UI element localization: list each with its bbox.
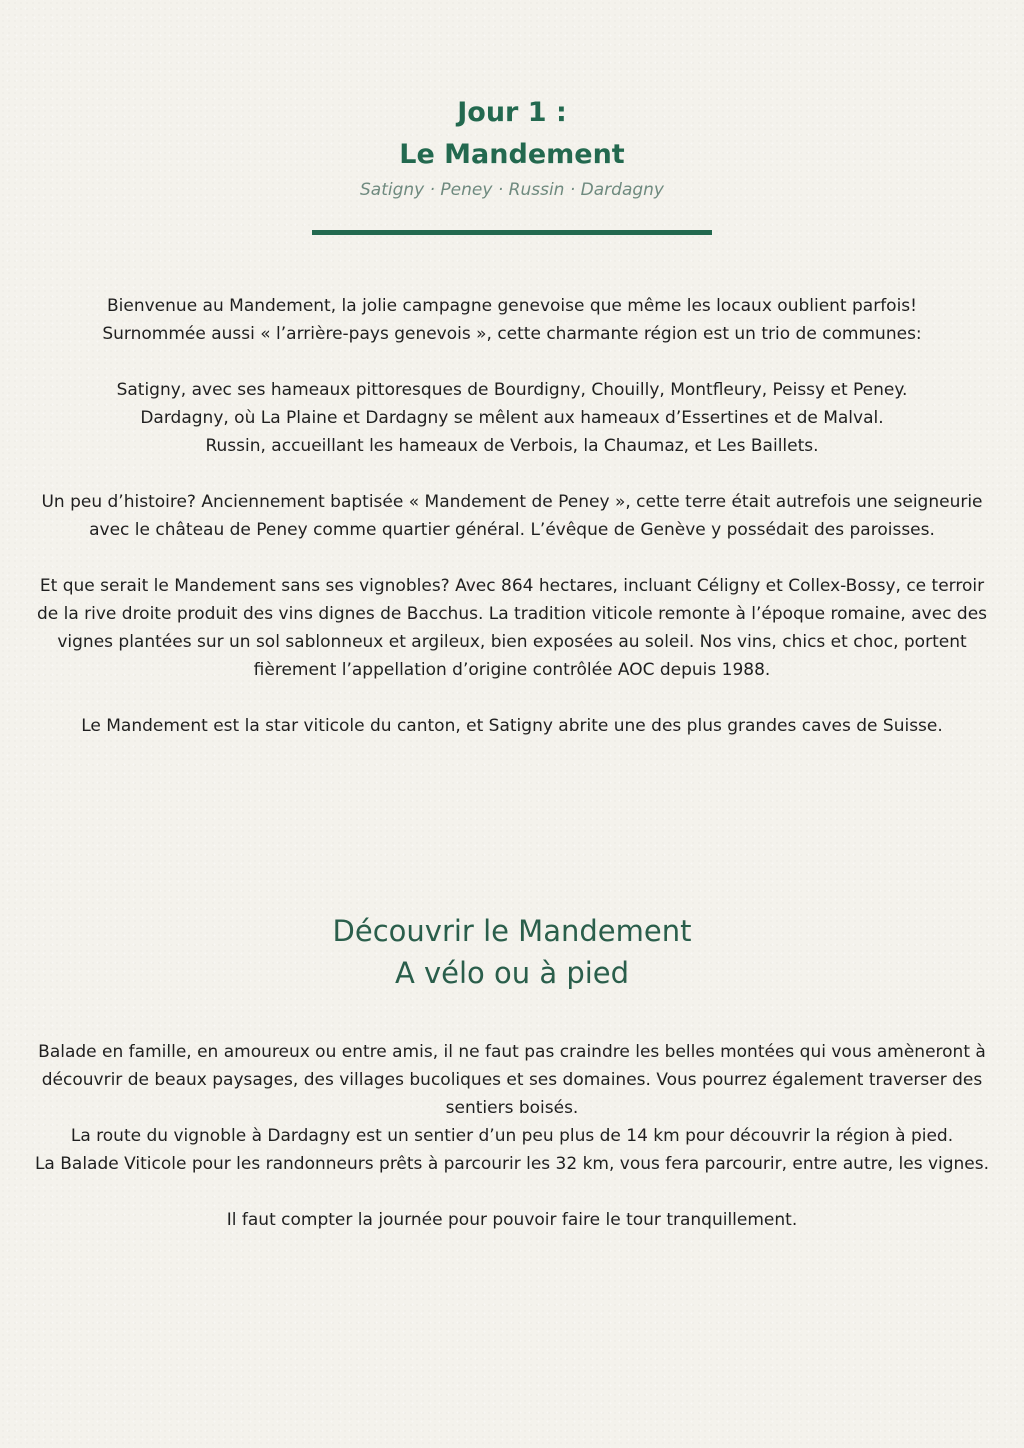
discover-text bbox=[28, 1038, 996, 1234]
day-title: Jour 1 : bbox=[457, 97, 567, 128]
route-vignoble-paragraph: La route du vignoble à Dardagny est un sentier d’un peu plus de 14 km pour découvrir la région à pied. bbox=[70, 1126, 954, 1146]
history-paragraph: Un peu d’histoire? Anciennement baptisée « Mandement de Peney », cette terre était autrefois une seigneurie avec le château de Peney comme quartier général. L’évêque de Genève y possédait des paroisses. bbox=[41, 492, 983, 540]
commune-russin: Russin, accueillant les hameaux de Verbois, la Chaumaz, et Les Baillets. bbox=[205, 436, 819, 456]
intro-text bbox=[28, 292, 996, 740]
region-title: Le Mandement bbox=[399, 139, 625, 170]
communes-subtitle: Satigny · Peney · Russin · Dardagny bbox=[360, 180, 664, 200]
intro-paragraph-welcome-line2: Surnommée aussi « l’arrière-pays genevois », cette charmante région est un trio de communes: bbox=[102, 324, 922, 344]
vineyards-paragraph: Et que serait le Mandement sans ses vignobles? Avec 864 hectares, incluant Céligny et Collex-Bossy, ce terroir de la rive droite produit des vins dignes de Bacchus. La tradition viticole remonte à l’époque romaine, avec des vignes plantées sur un sol sablonneux et argileux, bien exposées au soleil. Nos vins, chics et choc, portent fièrement l’appellation d’origine contrôlée AOC depuis 1988. bbox=[36, 576, 988, 680]
balade-viticole-paragraph: La Balade Viticole pour les randonneurs prêts à parcourir les 32 km, vous fera parcourir, entre autre, les vignes. bbox=[34, 1154, 990, 1174]
commune-dardagny: Dardagny, où La Plaine et Dardagny se mêlent aux hameaux d’Essertines et de Malval. bbox=[140, 408, 884, 428]
journee-paragraph: Il faut compter la journée pour pouvoir faire le tour tranquillement. bbox=[226, 1210, 798, 1230]
header-divider bbox=[312, 230, 712, 235]
star-viticole-paragraph: Le Mandement est la star viticole du canton, et Satigny abrite une des plus grandes caves de Suisse. bbox=[81, 716, 943, 736]
discover-heading-line1: Découvrir le Mandement bbox=[332, 914, 692, 948]
balade-paragraph: Balade en famille, en amoureux ou entre amis, il ne faut pas craindre les belles montées qui vous amèneront à découvrir de beaux paysages, des villages bucoliques et ses domaines. Vous pourrez également traverser des sentiers boisés. bbox=[38, 1042, 986, 1118]
intro-paragraph-welcome-line1: Bienvenue au Mandement, la jolie campagne genevoise que même les locaux oublient parfois! bbox=[107, 296, 917, 316]
commune-satigny: Satigny, avec ses hameaux pittoresques de Bourdigny, Chouilly, Montfleury, Peissy et Peney. bbox=[116, 380, 908, 400]
discover-section-heading bbox=[0, 910, 1024, 994]
page-header bbox=[0, 92, 1024, 202]
discover-heading-line2: A vélo ou à pied bbox=[394, 956, 630, 990]
